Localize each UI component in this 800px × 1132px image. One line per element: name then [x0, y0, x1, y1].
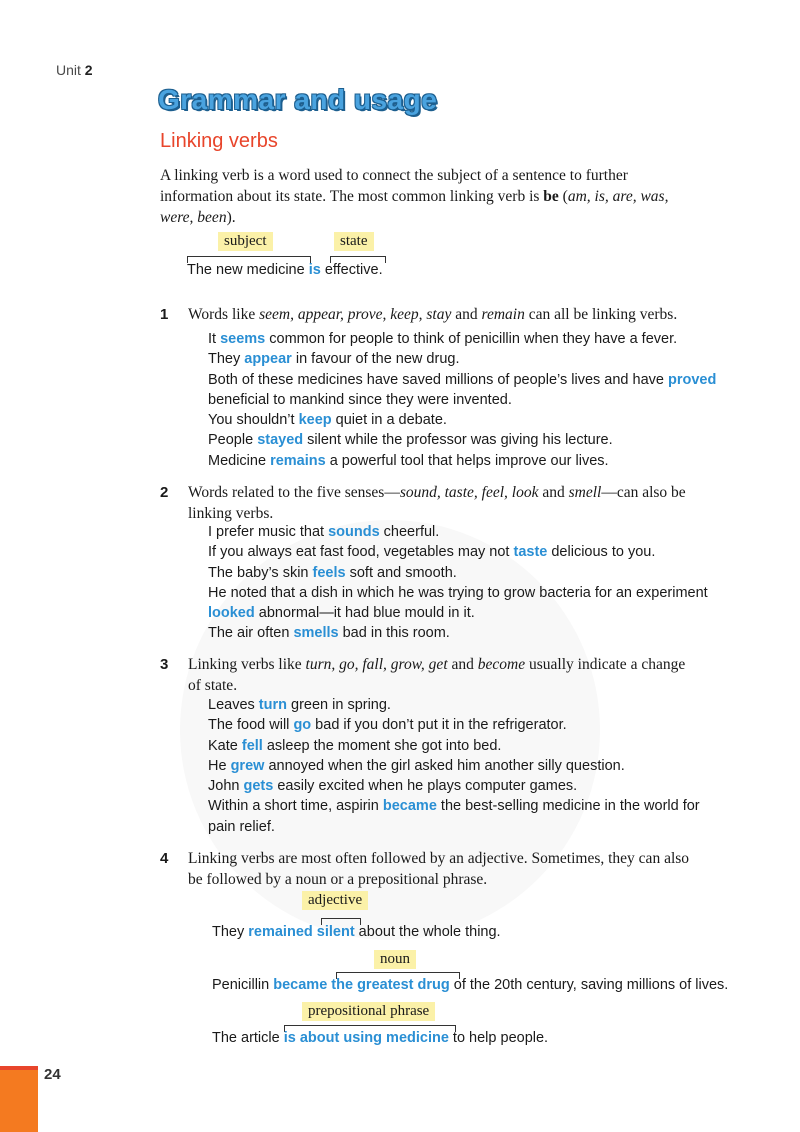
rule-2-heading: Words related to the five senses—sound, taste, feel, look and smell—can also be linking verbs.	[188, 484, 686, 522]
rule-number-3: 3	[160, 656, 169, 673]
example-line: pain relief.	[208, 818, 275, 835]
rule-1-heading: Words like seem, appear, prove, keep, stay and remain can all be linking verbs.	[188, 306, 678, 323]
example-line: They appear in favour of the new drug.	[208, 351, 460, 368]
page-title: Grammar and usage	[158, 84, 438, 115]
example-line: Leaves turn green in spring.	[208, 697, 391, 713]
rule-3-heading: Linking verbs like turn, go, fall, grow, get and become usually indicate a change of state.	[188, 656, 686, 694]
example-line: John gets easily excited when he plays computer games.	[208, 778, 578, 795]
example-line: If you always eat fast food, vegetables may not taste delicious to you.	[208, 544, 656, 561]
example-line: Medicine remains a powerful tool that helps improve our lives.	[208, 452, 609, 469]
rule-3-examples	[208, 695, 768, 837]
adjective-tag: adjective	[302, 891, 368, 910]
example-line: I prefer music that sounds cheerful.	[208, 524, 440, 540]
example-line: You shouldn’t keep quiet in a debate.	[208, 412, 447, 429]
example-line: The baby’s skin feels soft and smooth.	[208, 564, 457, 581]
rule-number-4: 4	[160, 850, 169, 867]
rule-number-1: 1	[160, 306, 169, 323]
example-line: Within a short time, aspirin became the best-selling medicine in the world for	[208, 798, 700, 815]
example-line: Kate fell asleep the moment she got into bed.	[208, 737, 502, 754]
page-corner-bar	[0, 1066, 38, 1132]
example-noun: Penicillin became the greatest drug of the 20th century, saving millions of lives.	[212, 977, 729, 993]
section-subtitle: Linking verbs	[160, 130, 278, 152]
example-line: Both of these medicines have saved millions of people’s lives and have proved	[208, 371, 717, 388]
example-line: People stayed silent while the professor was giving his lecture.	[208, 432, 613, 449]
example-line: looked abnormal—it had blue mould in it.	[208, 605, 475, 622]
state-tag: state	[334, 232, 374, 251]
subject-tag: subject	[218, 232, 273, 251]
rule-4-heading: Linking verbs are most often followed by an adjective. Sometimes, they can also be followed by a noun or a prepositional phrase.	[188, 850, 690, 888]
example-line: It seems common for people to think of penicillin when they have a fever.	[208, 331, 678, 347]
rule-1-examples	[208, 329, 768, 471]
unit-label: Unit 2	[56, 62, 93, 78]
example-line: The air often smells bad in this room.	[208, 625, 450, 642]
rule-2-examples	[208, 522, 768, 644]
example-line: The food will go bad if you don’t put it in the refrigerator.	[208, 717, 567, 734]
rule-number-2: 2	[160, 484, 169, 501]
example-adjective: They remained silent about the whole thing.	[212, 924, 501, 940]
example-prepositional-phrase: The article is about using medicine to help people.	[212, 1030, 549, 1046]
page-corner-accent	[0, 1066, 38, 1070]
example-line: He noted that a dish in which he was trying to grow bacteria for an experiment	[208, 584, 708, 601]
page-number: 24	[44, 1066, 61, 1083]
intro-paragraph: A linking verb is a word used to connect the subject of a sentence to further information about its state. The most common linking verb is be (am, is, are, was, were, been).	[160, 167, 669, 226]
example-line: He grew annoyed when the girl asked him another silly question.	[208, 757, 625, 774]
noun-tag: noun	[374, 950, 416, 969]
diagram-sentence: The new medicine is effective.	[187, 262, 383, 278]
prepositional-phrase-tag: prepositional phrase	[302, 1002, 435, 1021]
example-line: beneficial to mankind since they were invented.	[208, 391, 512, 408]
